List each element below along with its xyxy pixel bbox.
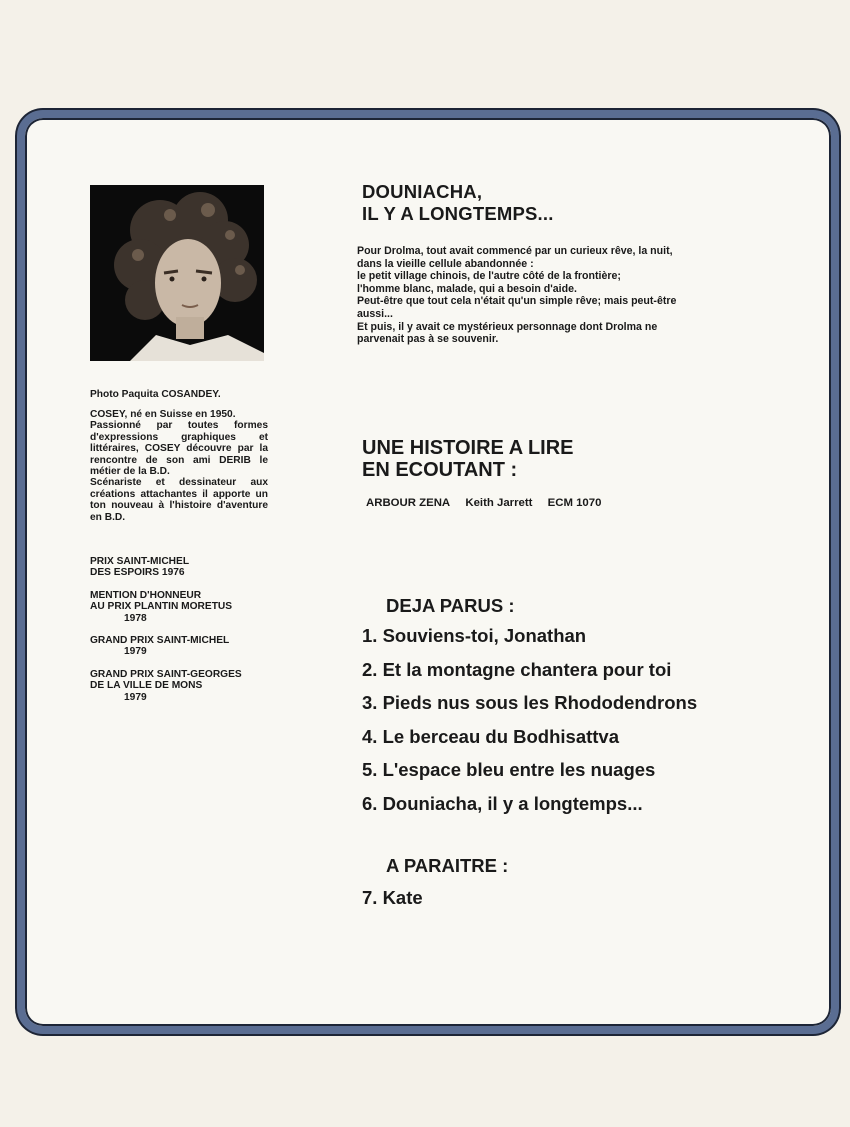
photo-credit: Photo Paquita COSANDEY. [90,389,221,400]
synopsis-line: Peut-être que tout cela n'était qu'un simple rêve; mais peut-être [357,295,677,308]
award-line: DE LA VILLE DE MONS [90,680,203,692]
published-heading: DEJA PARUS : [386,595,515,616]
synopsis-line: aussi... [357,307,393,320]
listen-title [362,437,574,481]
author-bio [90,409,268,523]
published-list [362,624,697,826]
story-title [362,181,554,225]
author-photo [90,185,264,361]
music-reference [366,497,613,509]
album-item: 4. Le berceau du Bodhisattva [362,725,620,747]
story-synopsis [357,245,777,346]
synopsis-line: le petit village chinois, de l'autre côté de la frontière; [357,270,621,283]
music-album: ARBOUR ZENA [366,497,451,509]
award-line: MENTION D'HONNEUR [90,589,202,601]
award-year: 1979 [124,691,147,703]
music-artist: Keith Jarrett [465,497,533,509]
award-line: PRIX SAINT-MICHEL [90,556,190,567]
award-line: DES ESPOIRS 1976 [90,567,185,579]
award-item [90,556,268,579]
synopsis-line: dans la vieille cellule abandonnée : [357,257,534,270]
awards-list [90,556,268,714]
upcoming-heading: A PARAITRE : [386,855,509,876]
synopsis-line: Pour Drolma, tout avait commencé par un curieux rêve, la nuit, [357,245,673,257]
music-catalog: ECM 1070 [547,497,602,509]
listen-title-line: UNE HISTOIRE A LIRE [362,437,574,459]
award-year: 1978 [124,612,147,624]
album-item: 2. Et la montagne chantera pour toi [362,658,672,680]
bio-line: Passionné par toutes formes d'expressions graphiques et littéraires, COSEY découvre par la rencontre de son ami DERIB le métier de la B.D. [90,420,268,478]
bio-line: Scénariste et dessinateur aux créations attachantes il apporte un ton nouveau à l'histoire d'aventure en B.D. [90,477,268,523]
album-item: 5. L'espace bleu entre les nuages [362,759,656,781]
album-item: 1. Souviens-toi, Jonathan [362,625,587,646]
story-title-line: DOUNIACHA, [362,181,483,202]
upcoming-item: 7. Kate [362,887,423,908]
award-line: GRAND PRIX SAINT-MICHEL [90,635,230,647]
listen-title-line: EN ECOUTANT : [362,459,518,481]
synopsis-line: parvenait pas à se souvenir. [357,333,499,346]
award-year: 1979 [124,646,147,658]
synopsis-line: Et puis, il y avait ce mystérieux personnage dont Drolma ne [357,320,658,333]
award-item [90,669,268,703]
award-line: AU PRIX PLANTIN MORETUS [90,601,233,613]
award-item [90,635,268,658]
synopsis-line: l'homme blanc, malade, qui a besoin d'aide. [357,282,577,295]
bio-line: COSEY, né en Suisse en 1950. [90,409,236,420]
album-item: 6. Douniacha, il y a longtemps... [362,792,643,814]
award-line: GRAND PRIX SAINT-GEORGES [90,668,242,680]
album-item: 3. Pieds nus sous les Rhododendrons [362,692,698,714]
story-title-line: IL Y A LONGTEMPS... [362,203,554,224]
award-item [90,590,268,624]
